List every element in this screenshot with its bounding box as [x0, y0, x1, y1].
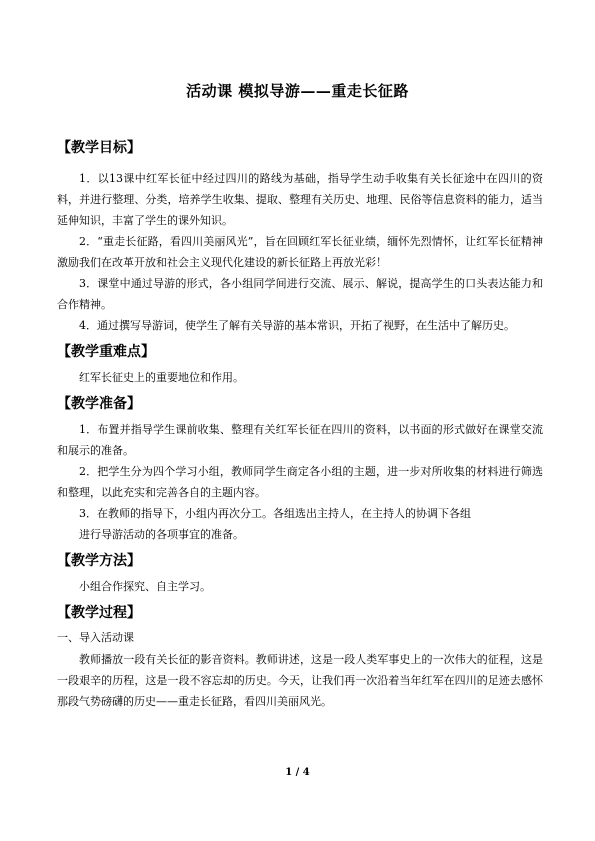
section-heading-process: 【教学过程】: [57, 605, 141, 621]
prep-item-3: 3．在教师的指导下，小组内再次分工。各组选出主持人，在主持人的协调下各组: [79, 507, 471, 520]
document-body: [57, 136, 543, 712]
prep-item-3-continued: 进行导游活动的各项事宜的准备。: [79, 528, 244, 541]
prep-item-2: 2．把学生分为四个学习小组，教师同学生商定各小组的主题，进一步对所收集的材料进行筛选和整理，以此充实和完善各自的主题内容。: [57, 465, 543, 499]
keypoints-text: 红军长征史上的重要地位和作用。: [79, 371, 244, 384]
process-subheading-1: 一、导入活动课: [57, 631, 134, 644]
method-text: 小组合作探究、自主学习。: [79, 580, 211, 593]
goal-item-2: 2．“重走长征路，看四川美丽风光”，旨在回顾红军长征业绩，缅怀先烈情怀，让红军长征精神激励我们在改革开放和社会主义现代化建设的新长征路上再放光彩！: [57, 235, 543, 269]
goal-item-4: 4．通过撰写导游词，使学生了解有关导游的基本常识，开拓了视野，在生活中了解历史。: [79, 319, 515, 332]
section-heading-goals: 【教学目标】: [57, 140, 141, 156]
section-heading-method: 【教学方法】: [57, 553, 141, 569]
page-title: 活动课 模拟导游——重走长征路: [186, 82, 409, 100]
goal-item-1: 1．以13课中红军长征中经过四川的路线为基础，指导学生动手收集有关长征途中在四川的资料，并进行整理、分类，培养学生收集、提取、整理有关历史、地理、民俗等信息资料的能力，适当延伸知识，丰富了学生的课外知识。: [57, 172, 543, 227]
goal-item-3: 3．课堂中通过导游的形式，各小组同学间进行交流、展示、解说，提高学生的口头表达能力和合作精神。: [57, 277, 543, 311]
prep-item-1: 1．布置并指导学生课前收集、整理有关红军长征在四川的资料，以书面的形式做好在课堂交流和展示的准备。: [57, 423, 543, 457]
section-heading-keypoints: 【教学重难点】: [57, 344, 155, 360]
process-text: 教师播放一段有关长征的影音资料。教师讲述，这是一段人类军事史上的一次伟大的征程，这是一段艰辛的历程，这是一段不容忘却的历史。今天，让我们再一次沿着当年红军在四川的足迹去感怀那段气势磅礴的历史——重走长征路，看四川美丽风光。: [57, 653, 543, 708]
page-number: 1 / 4: [285, 767, 310, 778]
section-heading-prep: 【教学准备】: [57, 396, 141, 412]
